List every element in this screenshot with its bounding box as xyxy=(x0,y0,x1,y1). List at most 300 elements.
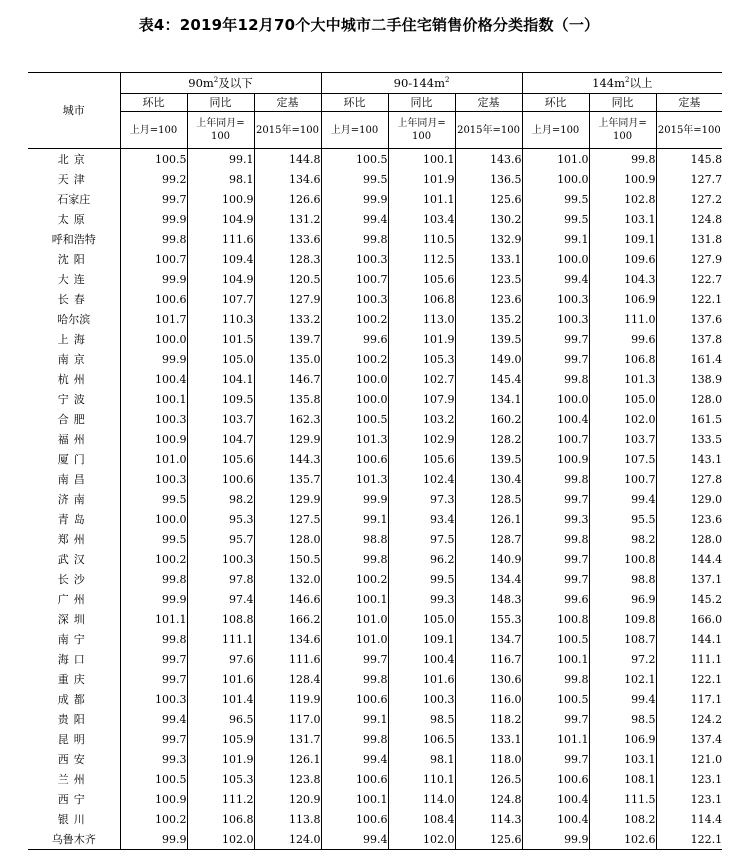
value-cell: 106.9 xyxy=(589,289,656,309)
value-cell: 101.5 xyxy=(187,329,254,349)
value-cell: 161.5 xyxy=(656,409,722,429)
city-cell: 天津 xyxy=(57,173,90,186)
value-cell: 101.7 xyxy=(120,309,187,329)
value-cell: 126.1 xyxy=(455,509,522,529)
city-cell: 上海 xyxy=(57,333,90,346)
table-row xyxy=(28,509,722,529)
value-cell: 99.5 xyxy=(522,209,589,229)
city-cell: 哈尔滨 xyxy=(57,313,91,326)
value-cell: 100.1 xyxy=(522,649,589,669)
value-cell: 132.9 xyxy=(455,229,522,249)
metric-header: 环比 xyxy=(522,94,589,112)
value-cell: 106.8 xyxy=(589,349,656,369)
value-cell: 99.8 xyxy=(522,529,589,549)
value-cell: 129.0 xyxy=(656,489,722,509)
value-cell: 161.4 xyxy=(656,349,722,369)
value-cell: 100.9 xyxy=(589,169,656,189)
base-header: 上年同月=100 xyxy=(589,112,656,149)
value-cell: 99.4 xyxy=(321,749,388,769)
value-cell: 126.5 xyxy=(455,769,522,789)
value-cell: 98.2 xyxy=(187,489,254,509)
city-cell: 重庆 xyxy=(57,673,90,686)
value-cell: 109.1 xyxy=(589,229,656,249)
city-cell: 贵阳 xyxy=(57,713,90,726)
value-cell: 136.5 xyxy=(455,169,522,189)
value-cell: 100.4 xyxy=(522,409,589,429)
value-cell: 127.8 xyxy=(656,469,722,489)
value-cell: 99.7 xyxy=(522,349,589,369)
value-cell: 111.2 xyxy=(187,789,254,809)
value-cell: 122.1 xyxy=(656,289,722,309)
value-cell: 133.1 xyxy=(455,249,522,269)
value-cell: 145.2 xyxy=(656,589,722,609)
value-cell: 137.8 xyxy=(656,329,722,349)
table-row xyxy=(28,829,722,850)
value-cell: 110.1 xyxy=(388,769,455,789)
value-cell: 100.1 xyxy=(388,149,455,170)
value-cell: 146.7 xyxy=(254,369,321,389)
value-cell: 100.3 xyxy=(321,249,388,269)
value-cell: 100.5 xyxy=(321,149,388,170)
value-cell: 99.8 xyxy=(120,229,187,249)
value-cell: 101.6 xyxy=(388,669,455,689)
value-cell: 104.7 xyxy=(187,429,254,449)
value-cell: 107.5 xyxy=(589,449,656,469)
value-cell: 101.0 xyxy=(120,449,187,469)
value-cell: 130.4 xyxy=(455,469,522,489)
value-cell: 144.3 xyxy=(254,449,321,469)
value-cell: 144.1 xyxy=(656,629,722,649)
value-cell: 107.9 xyxy=(388,389,455,409)
value-cell: 99.8 xyxy=(522,369,589,389)
table-row xyxy=(28,649,722,669)
value-cell: 128.5 xyxy=(455,489,522,509)
table-row xyxy=(28,629,722,649)
value-cell: 125.6 xyxy=(455,189,522,209)
value-cell: 166.2 xyxy=(254,609,321,629)
value-cell: 99.7 xyxy=(522,569,589,589)
table-row xyxy=(28,809,722,829)
value-cell: 99.8 xyxy=(321,549,388,569)
value-cell: 150.5 xyxy=(254,549,321,569)
city-cell: 青岛 xyxy=(57,513,90,526)
price-index-table xyxy=(28,72,722,850)
metric-header: 定基 xyxy=(455,94,522,112)
value-cell: 100.5 xyxy=(522,689,589,709)
value-cell: 97.3 xyxy=(388,489,455,509)
value-cell: 109.5 xyxy=(187,389,254,409)
table-row xyxy=(28,329,722,349)
value-cell: 99.4 xyxy=(321,829,388,850)
value-cell: 96.5 xyxy=(187,709,254,729)
value-cell: 135.0 xyxy=(254,349,321,369)
value-cell: 99.4 xyxy=(120,709,187,729)
value-cell: 98.5 xyxy=(388,709,455,729)
value-cell: 100.3 xyxy=(187,549,254,569)
value-cell: 139.7 xyxy=(254,329,321,349)
table-row xyxy=(28,449,722,469)
value-cell: 110.5 xyxy=(388,229,455,249)
value-cell: 100.0 xyxy=(120,329,187,349)
value-cell: 100.6 xyxy=(321,689,388,709)
value-cell: 100.6 xyxy=(321,769,388,789)
value-cell: 127.7 xyxy=(656,169,722,189)
value-cell: 166.0 xyxy=(656,609,722,629)
value-cell: 133.6 xyxy=(254,229,321,249)
value-cell: 100.6 xyxy=(187,469,254,489)
value-cell: 101.6 xyxy=(187,669,254,689)
table-row xyxy=(28,429,722,449)
value-cell: 100.5 xyxy=(522,629,589,649)
value-cell: 107.7 xyxy=(187,289,254,309)
value-cell: 100.5 xyxy=(120,769,187,789)
value-cell: 100.2 xyxy=(120,549,187,569)
value-cell: 101.3 xyxy=(321,429,388,449)
value-cell: 100.3 xyxy=(321,289,388,309)
value-cell: 95.5 xyxy=(589,509,656,529)
value-cell: 122.1 xyxy=(656,669,722,689)
city-cell: 宁波 xyxy=(57,393,90,406)
value-cell: 102.4 xyxy=(388,469,455,489)
value-cell: 99.7 xyxy=(120,649,187,669)
value-cell: 120.9 xyxy=(254,789,321,809)
city-cell: 武汉 xyxy=(57,553,90,566)
value-cell: 124.8 xyxy=(656,209,722,229)
value-cell: 103.2 xyxy=(388,409,455,429)
value-cell: 105.3 xyxy=(388,349,455,369)
city-cell: 银川 xyxy=(57,813,90,826)
value-cell: 99.2 xyxy=(120,169,187,189)
table-row xyxy=(28,409,722,429)
value-cell: 99.9 xyxy=(120,349,187,369)
value-cell: 103.1 xyxy=(589,749,656,769)
value-cell: 102.1 xyxy=(589,669,656,689)
value-cell: 100.8 xyxy=(522,609,589,629)
value-cell: 108.2 xyxy=(589,809,656,829)
value-cell: 143.1 xyxy=(656,449,722,469)
value-cell: 100.3 xyxy=(522,309,589,329)
group-header-small: $90m^2$及以下 xyxy=(120,73,321,94)
value-cell: 128.0 xyxy=(656,389,722,409)
table-row xyxy=(28,349,722,369)
value-cell: 99.7 xyxy=(120,189,187,209)
group-header-medium: $90-144m^2$ xyxy=(321,73,522,94)
value-cell: 99.8 xyxy=(522,469,589,489)
value-cell: 102.9 xyxy=(388,429,455,449)
value-cell: 101.0 xyxy=(321,629,388,649)
value-cell: 100.7 xyxy=(522,429,589,449)
value-cell: 95.3 xyxy=(187,509,254,529)
value-cell: 99.4 xyxy=(522,269,589,289)
metric-header-row xyxy=(28,94,722,112)
value-cell: 101.9 xyxy=(388,169,455,189)
table-row xyxy=(28,529,722,549)
value-cell: 99.6 xyxy=(321,329,388,349)
value-cell: 100.9 xyxy=(120,429,187,449)
value-cell: 99.9 xyxy=(120,269,187,289)
value-cell: 99.1 xyxy=(321,509,388,529)
value-cell: 103.7 xyxy=(187,409,254,429)
value-cell: 100.3 xyxy=(120,469,187,489)
value-cell: 111.1 xyxy=(656,649,722,669)
value-cell: 109.1 xyxy=(388,629,455,649)
base-header: 上年同月=100 xyxy=(187,112,254,149)
value-cell: 102.0 xyxy=(589,409,656,429)
value-cell: 110.3 xyxy=(187,309,254,329)
value-cell: 98.8 xyxy=(321,529,388,549)
value-cell: 139.5 xyxy=(455,449,522,469)
city-cell: 太原 xyxy=(57,213,90,226)
value-cell: 99.7 xyxy=(120,729,187,749)
value-cell: 99.4 xyxy=(589,689,656,709)
value-cell: 122.7 xyxy=(656,269,722,289)
value-cell: 96.2 xyxy=(388,549,455,569)
value-cell: 100.4 xyxy=(388,649,455,669)
value-cell: 127.9 xyxy=(254,289,321,309)
value-cell: 124.0 xyxy=(254,829,321,850)
value-cell: 93.4 xyxy=(388,509,455,529)
value-cell: 149.0 xyxy=(455,349,522,369)
value-cell: 98.1 xyxy=(388,749,455,769)
value-cell: 101.9 xyxy=(388,329,455,349)
table-title: 表4：2019年12月70个大中城市二手住宅销售价格分类指数（一） xyxy=(138,16,600,34)
value-cell: 108.4 xyxy=(388,809,455,829)
value-cell: 123.1 xyxy=(656,789,722,809)
value-cell: 100.0 xyxy=(321,369,388,389)
value-cell: 113.8 xyxy=(254,809,321,829)
value-cell: 99.5 xyxy=(120,489,187,509)
value-cell: 106.8 xyxy=(187,809,254,829)
value-cell: 100.3 xyxy=(388,689,455,709)
value-cell: 128.0 xyxy=(656,529,722,549)
value-cell: 99.9 xyxy=(321,489,388,509)
city-cell: 沈阳 xyxy=(57,253,90,266)
value-cell: 104.9 xyxy=(187,209,254,229)
value-cell: 126.1 xyxy=(254,749,321,769)
value-cell: 116.7 xyxy=(455,649,522,669)
table-row xyxy=(28,169,722,189)
city-cell: 长沙 xyxy=(57,573,90,586)
value-cell: 103.4 xyxy=(388,209,455,229)
metric-header: 同比 xyxy=(388,94,455,112)
value-cell: 130.6 xyxy=(455,669,522,689)
base-header: 上月=100 xyxy=(321,112,388,149)
value-cell: 99.4 xyxy=(589,489,656,509)
value-cell: 123.6 xyxy=(656,509,722,529)
value-cell: 99.9 xyxy=(120,209,187,229)
table-row xyxy=(28,209,722,229)
value-cell: 99.5 xyxy=(388,569,455,589)
value-cell: 101.1 xyxy=(522,729,589,749)
value-cell: 135.7 xyxy=(254,469,321,489)
city-cell: 西安 xyxy=(57,753,90,766)
value-cell: 100.6 xyxy=(321,809,388,829)
value-cell: 99.8 xyxy=(589,149,656,170)
value-cell: 100.3 xyxy=(522,289,589,309)
value-cell: 100.9 xyxy=(187,189,254,209)
value-cell: 111.5 xyxy=(589,789,656,809)
value-cell: 99.9 xyxy=(120,829,187,850)
value-cell: 119.9 xyxy=(254,689,321,709)
value-cell: 99.8 xyxy=(321,229,388,249)
value-cell: 131.7 xyxy=(254,729,321,749)
value-cell: 135.8 xyxy=(254,389,321,409)
value-cell: 105.6 xyxy=(388,449,455,469)
city-cell: 广州 xyxy=(57,593,90,606)
city-cell: 呼和浩特 xyxy=(51,233,96,246)
value-cell: 98.2 xyxy=(589,529,656,549)
value-cell: 128.0 xyxy=(254,529,321,549)
value-cell: 117.1 xyxy=(656,689,722,709)
base-header: 2015年=100 xyxy=(656,112,722,149)
value-cell: 118.0 xyxy=(455,749,522,769)
value-cell: 137.4 xyxy=(656,729,722,749)
value-cell: 111.0 xyxy=(589,309,656,329)
value-cell: 103.7 xyxy=(589,429,656,449)
table-row xyxy=(28,189,722,209)
value-cell: 123.5 xyxy=(455,269,522,289)
table-row xyxy=(28,689,722,709)
value-cell: 105.0 xyxy=(388,609,455,629)
value-cell: 105.0 xyxy=(589,389,656,409)
value-cell: 130.2 xyxy=(455,209,522,229)
city-cell: 济南 xyxy=(57,493,90,506)
city-cell: 西宁 xyxy=(57,793,90,806)
value-cell: 99.7 xyxy=(321,649,388,669)
value-cell: 146.6 xyxy=(254,589,321,609)
value-cell: 100.2 xyxy=(321,309,388,329)
value-cell: 100.3 xyxy=(120,689,187,709)
value-cell: 99.1 xyxy=(522,229,589,249)
value-cell: 106.8 xyxy=(388,289,455,309)
city-cell: 福州 xyxy=(57,433,90,446)
city-cell: 兰州 xyxy=(57,773,90,786)
value-cell: 101.4 xyxy=(187,689,254,709)
value-cell: 101.3 xyxy=(589,369,656,389)
value-cell: 105.6 xyxy=(187,449,254,469)
value-cell: 99.4 xyxy=(321,209,388,229)
value-cell: 145.4 xyxy=(455,369,522,389)
table-row xyxy=(28,149,722,170)
base-header: 2015年=100 xyxy=(455,112,522,149)
value-cell: 100.5 xyxy=(321,409,388,429)
table-row xyxy=(28,729,722,749)
value-cell: 114.4 xyxy=(656,809,722,829)
base-header: 上月=100 xyxy=(120,112,187,149)
value-cell: 100.6 xyxy=(522,769,589,789)
value-cell: 100.2 xyxy=(321,569,388,589)
value-cell: 100.4 xyxy=(120,369,187,389)
value-cell: 162.3 xyxy=(254,409,321,429)
value-cell: 100.3 xyxy=(120,409,187,429)
value-cell: 111.1 xyxy=(187,629,254,649)
value-cell: 128.2 xyxy=(455,429,522,449)
value-cell: 99.3 xyxy=(388,589,455,609)
value-cell: 105.6 xyxy=(388,269,455,289)
value-cell: 112.5 xyxy=(388,249,455,269)
table-row xyxy=(28,569,722,589)
value-cell: 99.5 xyxy=(321,169,388,189)
value-cell: 99.7 xyxy=(522,329,589,349)
value-cell: 132.0 xyxy=(254,569,321,589)
value-cell: 105.3 xyxy=(187,769,254,789)
table-row xyxy=(28,229,722,249)
value-cell: 99.8 xyxy=(120,629,187,649)
value-cell: 134.6 xyxy=(254,169,321,189)
table-row xyxy=(28,789,722,809)
table-row xyxy=(28,289,722,309)
value-cell: 109.6 xyxy=(589,249,656,269)
value-cell: 104.3 xyxy=(589,269,656,289)
value-cell: 96.9 xyxy=(589,589,656,609)
value-cell: 100.1 xyxy=(321,589,388,609)
value-cell: 155.3 xyxy=(455,609,522,629)
value-cell: 109.8 xyxy=(589,609,656,629)
metric-header: 定基 xyxy=(656,94,722,112)
city-cell: 合肥 xyxy=(57,413,90,426)
table-row xyxy=(28,249,722,269)
table-row xyxy=(28,609,722,629)
value-cell: 99.9 xyxy=(522,829,589,850)
value-cell: 104.1 xyxy=(187,369,254,389)
value-cell: 131.2 xyxy=(254,209,321,229)
value-cell: 116.0 xyxy=(455,689,522,709)
city-cell: 南京 xyxy=(57,353,90,366)
table-row xyxy=(28,269,722,289)
value-cell: 99.9 xyxy=(120,589,187,609)
value-cell: 106.9 xyxy=(589,729,656,749)
value-cell: 133.1 xyxy=(455,729,522,749)
value-cell: 99.7 xyxy=(522,709,589,729)
value-cell: 99.5 xyxy=(522,189,589,209)
value-cell: 108.8 xyxy=(187,609,254,629)
value-cell: 99.6 xyxy=(522,589,589,609)
value-cell: 127.5 xyxy=(254,509,321,529)
value-cell: 100.6 xyxy=(321,449,388,469)
table-row xyxy=(28,589,722,609)
value-cell: 101.3 xyxy=(321,469,388,489)
value-cell: 144.4 xyxy=(656,549,722,569)
table-row xyxy=(28,309,722,329)
value-cell: 98.1 xyxy=(187,169,254,189)
value-cell: 137.1 xyxy=(656,569,722,589)
value-cell: 99.7 xyxy=(522,749,589,769)
metric-header: 同比 xyxy=(187,94,254,112)
group-header-large: $144m^2$以上 xyxy=(522,73,722,94)
value-cell: 128.3 xyxy=(254,249,321,269)
value-cell: 160.2 xyxy=(455,409,522,429)
value-cell: 100.1 xyxy=(120,389,187,409)
value-cell: 100.2 xyxy=(120,809,187,829)
value-cell: 129.9 xyxy=(254,489,321,509)
value-cell: 95.7 xyxy=(187,529,254,549)
value-cell: 144.8 xyxy=(254,149,321,170)
value-cell: 111.6 xyxy=(254,649,321,669)
value-cell: 134.1 xyxy=(455,389,522,409)
value-cell: 123.6 xyxy=(455,289,522,309)
value-cell: 100.9 xyxy=(120,789,187,809)
value-cell: 97.6 xyxy=(187,649,254,669)
value-cell: 102.7 xyxy=(388,369,455,389)
value-cell: 127.2 xyxy=(656,189,722,209)
value-cell: 122.1 xyxy=(656,829,722,850)
value-cell: 128.7 xyxy=(455,529,522,549)
value-cell: 100.9 xyxy=(522,449,589,469)
city-cell: 石家庄 xyxy=(57,193,91,206)
value-cell: 97.2 xyxy=(589,649,656,669)
value-cell: 138.9 xyxy=(656,369,722,389)
value-cell: 99.7 xyxy=(120,669,187,689)
